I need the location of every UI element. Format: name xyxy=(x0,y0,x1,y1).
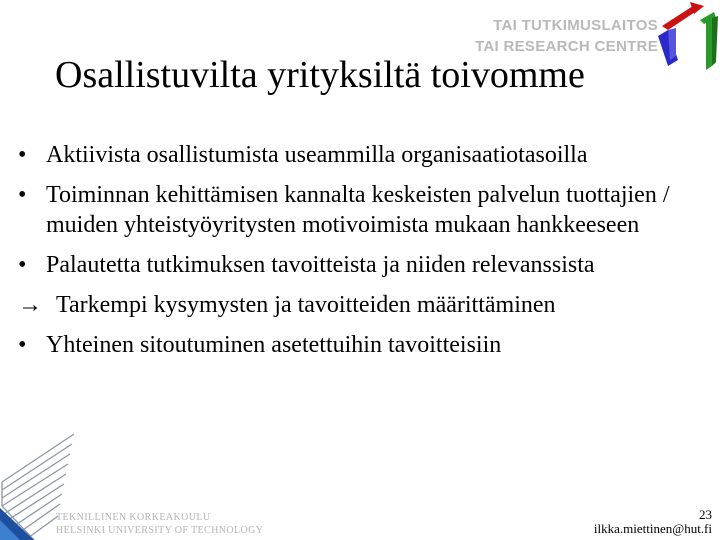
bullet-marker: • xyxy=(18,182,27,208)
bullet-text: Toiminnan kehittämisen kannalta keskeisten palvelun tuottajien / muiden yhteistyöyritysten motivoimista mukaan hankkeeseen xyxy=(46,182,670,238)
bullet-item xyxy=(18,330,708,360)
university-name-en: HELSINKI UNIVERSITY OF TECHNOLOGY xyxy=(56,525,264,536)
arrow-icon: → xyxy=(18,292,42,318)
bullet-item xyxy=(18,180,708,240)
bullet-item xyxy=(18,250,708,280)
bullet-marker: • xyxy=(18,332,27,358)
bullet-text: Tarkempi kysymysten ja tavoitteiden määrittäminen xyxy=(56,292,556,318)
bullet-text: Palautetta tutkimuksen tavoitteista ja niiden relevanssista xyxy=(46,252,595,278)
slide-title: Osallistuvilta yrityksiltä toivomme xyxy=(55,54,585,96)
hut-logo-icon xyxy=(0,430,80,540)
bullet-marker: • xyxy=(18,142,27,168)
bullet-text: Yhteinen sitoutuminen asetettuihin tavoitteisiin xyxy=(46,332,502,358)
author-email: ilkka.miettinen@hut.fi xyxy=(593,521,712,536)
bullet-item xyxy=(18,140,708,170)
page-number: 23 xyxy=(699,507,712,522)
org-name-en: TAI RESEARCH CENTRE xyxy=(475,38,658,55)
bullet-list xyxy=(18,140,708,370)
arrow-item xyxy=(18,290,708,320)
bullet-text: Aktiivista osallistumista useammilla organisaatiotasoilla xyxy=(46,142,588,168)
university-name-fi: TEKNILLINEN KORKEAKOULU xyxy=(56,512,211,523)
org-name-fi: TAI TUTKIMUSLAITOS xyxy=(493,17,658,34)
bullet-marker: • xyxy=(18,252,27,278)
